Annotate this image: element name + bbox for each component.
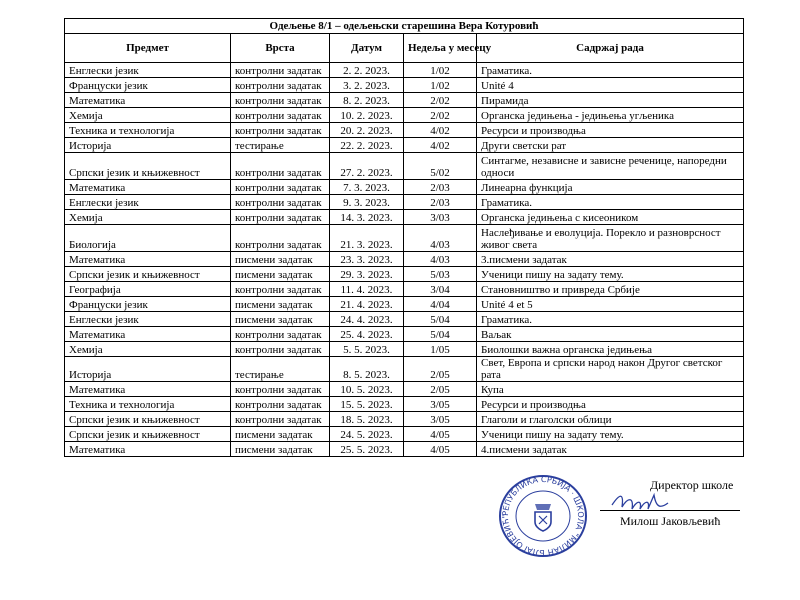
cell-date: 14. 3. 2023. bbox=[330, 210, 404, 225]
cell-subject: Српски језик и књижевност bbox=[65, 412, 231, 427]
cell-week: 5/02 bbox=[404, 153, 477, 180]
cell-content: Ваљак bbox=[477, 327, 744, 342]
column-header-type: Врста bbox=[231, 34, 330, 63]
cell-week: 2/05 bbox=[404, 382, 477, 397]
cell-content: Линеарна функција bbox=[477, 180, 744, 195]
table-row bbox=[65, 63, 744, 78]
cell-content: 4.писмени задатак bbox=[477, 442, 744, 457]
cell-subject: Математика bbox=[65, 382, 231, 397]
cell-week: 4/02 bbox=[404, 138, 477, 153]
table-row bbox=[65, 327, 744, 342]
cell-type: писмени задатак bbox=[231, 442, 330, 457]
cell-date: 10. 5. 2023. bbox=[330, 382, 404, 397]
cell-subject: Енглески језик bbox=[65, 63, 231, 78]
cell-week: 1/02 bbox=[404, 78, 477, 93]
cell-date: 9. 3. 2023. bbox=[330, 195, 404, 210]
cell-type: контролни задатак bbox=[231, 78, 330, 93]
cell-content: Пирамида bbox=[477, 93, 744, 108]
table-row bbox=[65, 138, 744, 153]
cell-date: 7. 3. 2023. bbox=[330, 180, 404, 195]
column-header-subject: Предмет bbox=[65, 34, 231, 63]
cell-type: тестирање bbox=[231, 138, 330, 153]
cell-week: 2/05 bbox=[404, 357, 477, 382]
cell-date: 18. 5. 2023. bbox=[330, 412, 404, 427]
cell-week: 4/02 bbox=[404, 123, 477, 138]
cell-subject: Математика bbox=[65, 327, 231, 342]
cell-type: контролни задатак bbox=[231, 282, 330, 297]
table-row bbox=[65, 442, 744, 457]
cell-subject: Српски језик и књижевност bbox=[65, 153, 231, 180]
cell-date: 22. 2. 2023. bbox=[330, 138, 404, 153]
cell-week: 2/03 bbox=[404, 195, 477, 210]
cell-subject: Српски језик и књижевност bbox=[65, 427, 231, 442]
cell-week: 2/02 bbox=[404, 93, 477, 108]
table-row bbox=[65, 252, 744, 267]
table-row bbox=[65, 397, 744, 412]
cell-date: 20. 2. 2023. bbox=[330, 123, 404, 138]
table-row bbox=[65, 153, 744, 180]
cell-week: 4/03 bbox=[404, 225, 477, 252]
signature-scribble bbox=[610, 487, 670, 517]
cell-week: 4/05 bbox=[404, 427, 477, 442]
cell-type: контролни задатак bbox=[231, 195, 330, 210]
column-header-week: Недеља у месецу bbox=[404, 34, 477, 63]
cell-content: Свет, Европа и српски народ након Другог светског рата bbox=[477, 357, 744, 382]
table-row bbox=[65, 78, 744, 93]
school-stamp bbox=[498, 474, 588, 558]
cell-subject: Историја bbox=[65, 357, 231, 382]
cell-date: 11. 4. 2023. bbox=[330, 282, 404, 297]
cell-date: 8. 2. 2023. bbox=[330, 93, 404, 108]
table-row bbox=[65, 210, 744, 225]
cell-subject: Српски језик и књижевност bbox=[65, 267, 231, 282]
cell-week: 3/03 bbox=[404, 210, 477, 225]
cell-subject: Техника и технологија bbox=[65, 397, 231, 412]
cell-date: 24. 4. 2023. bbox=[330, 312, 404, 327]
cell-type: контролни задатак bbox=[231, 180, 330, 195]
cell-subject: Историја bbox=[65, 138, 231, 153]
signature-line bbox=[600, 510, 740, 511]
table-row bbox=[65, 312, 744, 327]
table-row bbox=[65, 357, 744, 382]
cell-date: 25. 5. 2023. bbox=[330, 442, 404, 457]
cell-subject: Биологија bbox=[65, 225, 231, 252]
cell-date: 5. 5. 2023. bbox=[330, 342, 404, 357]
cell-type: контролни задатак bbox=[231, 210, 330, 225]
cell-week: 4/04 bbox=[404, 297, 477, 312]
table-row bbox=[65, 225, 744, 252]
stamp-text: РЕПУБЛИКА СРБИЈА · ШКОЛА "МИЛАН БЛАГОЈЕВИЋ" bbox=[500, 474, 586, 558]
cell-type: контролни задатак bbox=[231, 63, 330, 78]
cell-type: контролни задатак bbox=[231, 93, 330, 108]
cell-subject: Хемија bbox=[65, 210, 231, 225]
cell-subject: Математика bbox=[65, 442, 231, 457]
schedule-table bbox=[64, 18, 744, 457]
cell-type: писмени задатак bbox=[231, 312, 330, 327]
column-header-content: Садржај рада bbox=[477, 34, 744, 63]
cell-type: тестирање bbox=[231, 357, 330, 382]
cell-date: 29. 3. 2023. bbox=[330, 267, 404, 282]
cell-content: Други светски рат bbox=[477, 138, 744, 153]
cell-content: Становништво и привреда Србије bbox=[477, 282, 744, 297]
cell-content: Ресурси и производња bbox=[477, 123, 744, 138]
cell-subject: Енглески језик bbox=[65, 195, 231, 210]
cell-subject: Математика bbox=[65, 252, 231, 267]
cell-type: контролни задатак bbox=[231, 123, 330, 138]
cell-date: 21. 3. 2023. bbox=[330, 225, 404, 252]
cell-date: 21. 4. 2023. bbox=[330, 297, 404, 312]
cell-type: писмени задатак bbox=[231, 252, 330, 267]
table-row bbox=[65, 267, 744, 282]
cell-week: 4/03 bbox=[404, 252, 477, 267]
cell-week: 3/04 bbox=[404, 282, 477, 297]
cell-date: 15. 5. 2023. bbox=[330, 397, 404, 412]
cell-content: Граматика. bbox=[477, 63, 744, 78]
cell-type: контролни задатак bbox=[231, 153, 330, 180]
cell-date: 3. 2. 2023. bbox=[330, 78, 404, 93]
cell-week: 4/05 bbox=[404, 442, 477, 457]
table-title: Одељење 8/1 – одељењски старешина Вера Котуровић bbox=[65, 19, 744, 34]
cell-content: Купа bbox=[477, 382, 744, 397]
cell-week: 3/05 bbox=[404, 412, 477, 427]
table-row bbox=[65, 93, 744, 108]
cell-week: 5/03 bbox=[404, 267, 477, 282]
cell-week: 5/04 bbox=[404, 312, 477, 327]
cell-content: Ученици пишу на задату тему. bbox=[477, 267, 744, 282]
cell-content: Ученици пишу на задату тему. bbox=[477, 427, 744, 442]
table-title-row bbox=[65, 19, 744, 34]
cell-subject: Енглески језик bbox=[65, 312, 231, 327]
cell-content: 3.писмени задатак bbox=[477, 252, 744, 267]
table-row bbox=[65, 427, 744, 442]
cell-subject: Техника и технологија bbox=[65, 123, 231, 138]
cell-date: 10. 2. 2023. bbox=[330, 108, 404, 123]
cell-subject: Математика bbox=[65, 180, 231, 195]
cell-type: писмени задатак bbox=[231, 267, 330, 282]
cell-content: Ресурси и производња bbox=[477, 397, 744, 412]
cell-type: писмени задатак bbox=[231, 427, 330, 442]
table-row bbox=[65, 282, 744, 297]
cell-subject: Француски језик bbox=[65, 78, 231, 93]
director-role: Директор школе bbox=[650, 478, 734, 492]
cell-type: контролни задатак bbox=[231, 108, 330, 123]
cell-type: контролни задатак bbox=[231, 342, 330, 357]
cell-subject: Географија bbox=[65, 282, 231, 297]
cell-type: контролни задатак bbox=[231, 382, 330, 397]
cell-week: 2/03 bbox=[404, 180, 477, 195]
table-row bbox=[65, 108, 744, 123]
cell-content: Наслеђивање и еволуција. Порекло и разноврсност живог света bbox=[477, 225, 744, 252]
table-row bbox=[65, 412, 744, 427]
cell-type: контролни задатак bbox=[231, 225, 330, 252]
cell-type: писмени задатак bbox=[231, 297, 330, 312]
table-row bbox=[65, 382, 744, 397]
cell-subject: Математика bbox=[65, 93, 231, 108]
cell-content: Глаголи и глаголски облици bbox=[477, 412, 744, 427]
cell-content: Граматика. bbox=[477, 195, 744, 210]
cell-content: Граматика. bbox=[477, 312, 744, 327]
cell-week: 3/05 bbox=[404, 397, 477, 412]
column-header-date: Датум bbox=[330, 34, 404, 63]
table-row bbox=[65, 123, 744, 138]
cell-subject: Француски језик bbox=[65, 297, 231, 312]
table-row bbox=[65, 297, 744, 312]
cell-date: 27. 2. 2023. bbox=[330, 153, 404, 180]
cell-date: 25. 4. 2023. bbox=[330, 327, 404, 342]
cell-date: 24. 5. 2023. bbox=[330, 427, 404, 442]
table-row bbox=[65, 342, 744, 357]
cell-type: контролни задатак bbox=[231, 327, 330, 342]
cell-week: 1/05 bbox=[404, 342, 477, 357]
cell-content: Биолошки важна органска једињења bbox=[477, 342, 744, 357]
table-body bbox=[65, 63, 744, 457]
column-header-row bbox=[65, 34, 744, 63]
cell-subject: Хемија bbox=[65, 108, 231, 123]
cell-type: контролни задатак bbox=[231, 412, 330, 427]
cell-content: Синтагме, независне и зависне реченице, напоредни односи bbox=[477, 153, 744, 180]
cell-date: 2. 2. 2023. bbox=[330, 63, 404, 78]
table-row bbox=[65, 195, 744, 210]
cell-content: Органска једињења с кисеоником bbox=[477, 210, 744, 225]
cell-content: Unité 4 bbox=[477, 78, 744, 93]
table-row bbox=[65, 180, 744, 195]
cell-week: 2/02 bbox=[404, 108, 477, 123]
cell-content: Unité 4 et 5 bbox=[477, 297, 744, 312]
cell-week: 1/02 bbox=[404, 63, 477, 78]
cell-date: 8. 5. 2023. bbox=[330, 357, 404, 382]
cell-date: 23. 3. 2023. bbox=[330, 252, 404, 267]
cell-subject: Хемија bbox=[65, 342, 231, 357]
cell-content: Органска једињења - једињења угљеника bbox=[477, 108, 744, 123]
cell-week: 5/04 bbox=[404, 327, 477, 342]
director-name: Милош Јаковљевић bbox=[620, 514, 721, 528]
cell-type: контролни задатак bbox=[231, 397, 330, 412]
